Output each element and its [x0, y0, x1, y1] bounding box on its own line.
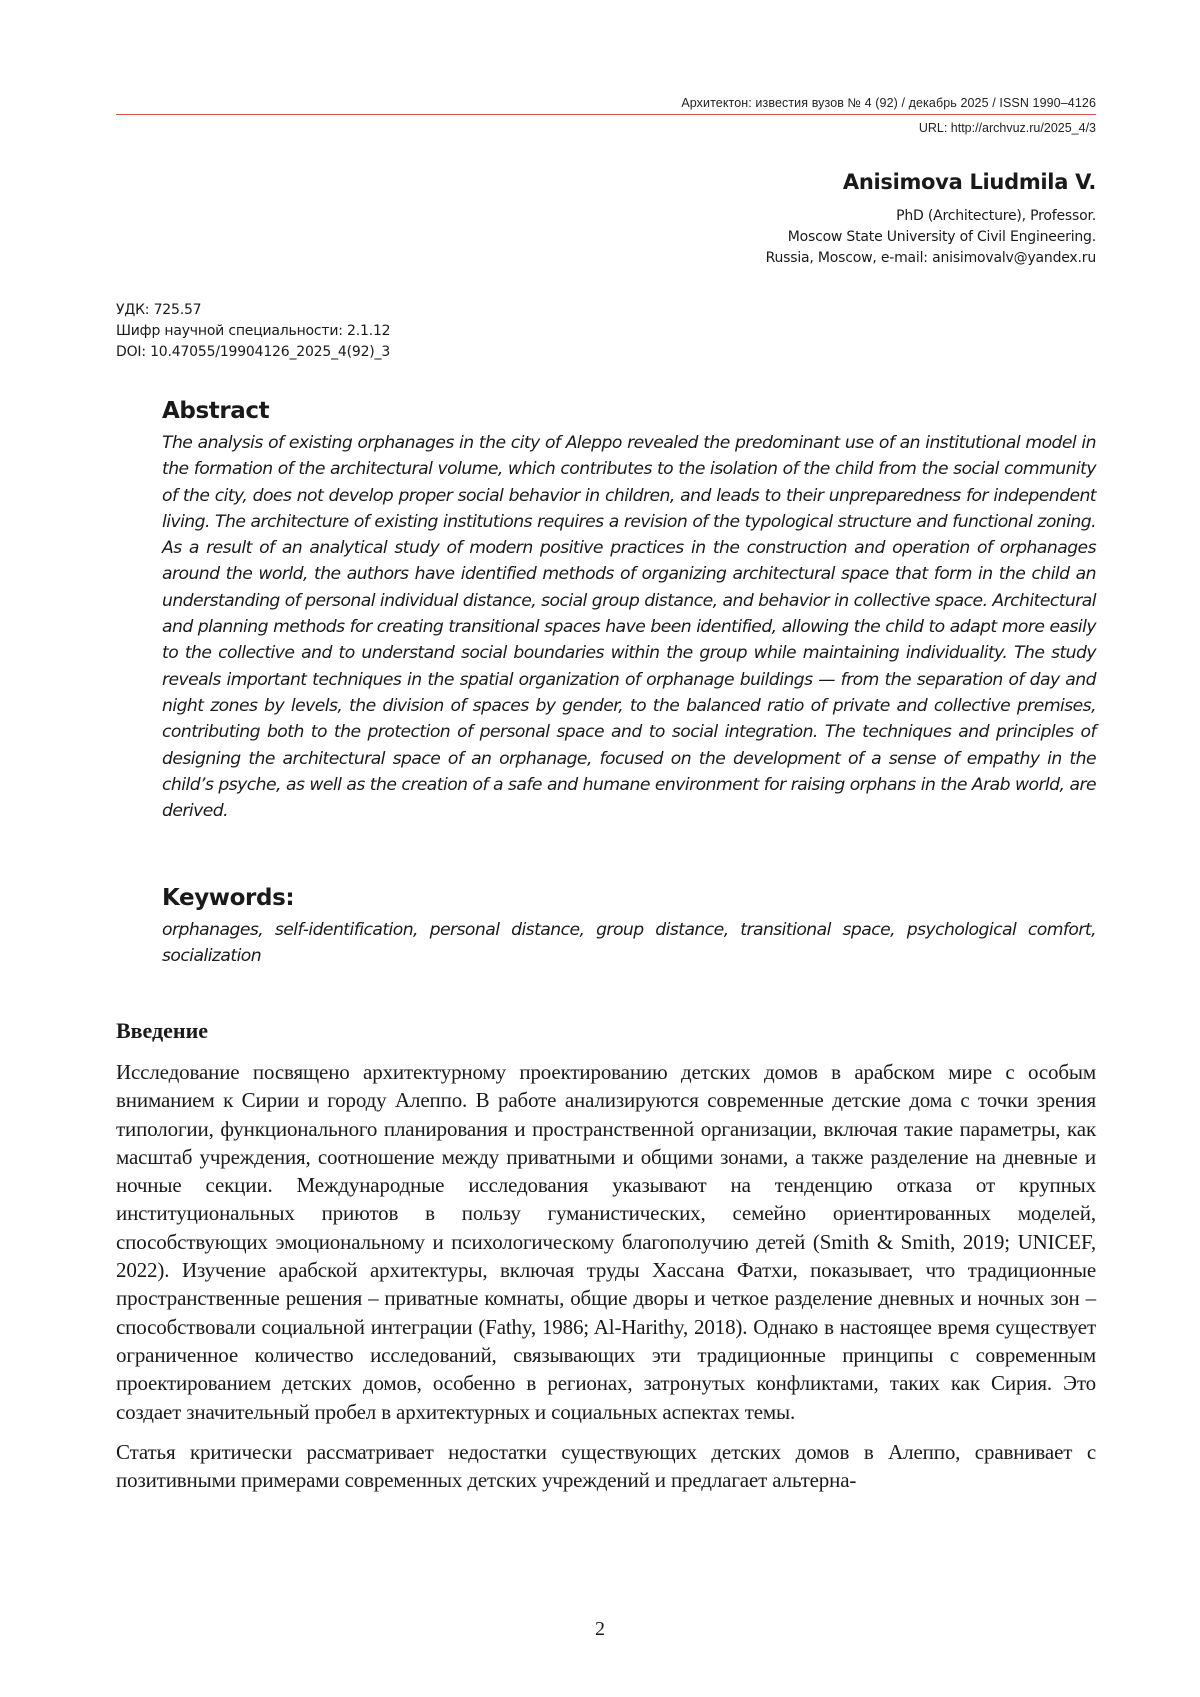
introduction-paragraph-1: Исследование посвящено архитектурному проектированию детских домов в арабском мире с особым вниманием к Сирии и городу Алеппо. В работе анализируются современные детские дома с точки зрения типологии, функционального планирования и пространственной организации, включая такие параметры, как масштаб учреждения, соотношение между приватными и общими зонами, а также разделение на дневные и ночные секции. Международные исследования указывают на тенденцию отказа от крупных институциональных приютов в пользу гуманистических, семейно ориентированных моделей, способствующих эмоциональному и психологическому благополучию детей (Smith & Smith, 2019; UNICEF, 2022). Изучение арабской архитектуры, включая труды Хассана Фатхи, показывает, что традиционные пространственные решения – приватные комнаты, общие дворы и четкое разделение дневных и ночных зон – способствовали социальной интеграции (Fathy, 1986; Al-Harithy, 2018). Однако в настоящее время существует ограниченное количество исследований, связывающих эти традиционные принципы с современным проектированием детских домов, особенно в регионах, затронутых конфликтами, таких как Сирия. Это создает значительный пробел в архитектурных и социальных аспектах темы.	[116, 1060, 1096, 1424]
udk-code: УДК: 725.57	[116, 302, 202, 318]
page-number: 2	[595, 1618, 605, 1640]
author-affiliation: Moscow State University of Civil Engineering.	[787, 229, 1096, 245]
abstract-text: The analysis of existing orphanages in the city of Aleppo revealed the predominant use of an institutional model in the formation of the architectural volume, which contributes to the isolation of the child from the social community of the city, does not develop proper social behavior in children, and leads to their unpreparedness for independent living. The architecture of existing institutions requires a revision of the typological structure and functional zoning. As a result of an analytical study of modern positive practices in the construction and operation of orphanages around the world, the authors have identified methods of organizing architectural space that form in the child an understanding of personal individual distance, social group distance, and behavior in collective space. Architectural and planning methods for creating transitional spaces have been identified, allowing the child to adapt more easily to the collective and to understand social boundaries within the group while maintaining individuality. The study reveals important techniques in the spatial organization of orphanage buildings — from the separation of day and night zones by levels, the division of spaces by gender, to the balanced ratio of private and collective premises, contributing both to the protection of personal space and to social integration. The techniques and principles of designing the architectural space of an orphanage, focused on the development of a sense of empathy in the child’s psyche, as well as the creation of a safe and humane environment for raising orphans in the Arab world, are derived.	[162, 433, 1096, 822]
doi: DOI: 10.47055/19904126_2025_4(92)_3	[116, 344, 391, 360]
introduction-section	[116, 1018, 1096, 1506]
abstract-heading: Abstract	[162, 398, 270, 424]
author-degree: PhD (Architecture), Professor.	[896, 208, 1096, 224]
keywords-heading: Keywords:	[162, 885, 295, 911]
specialty-code: Шифр научной специальности: 2.1.12	[116, 323, 391, 339]
header-divider	[116, 114, 1096, 115]
introduction-paragraph-2: Статья критически рассматривает недостатки существующих детских домов в Алеппо, сравнивает с позитивными примерами современных детских учреждений и предлагает альтерна-	[116, 1439, 1096, 1493]
journal-header: Архитектон: известия вузов № 4 (92) / декабрь 2025 / ISSN 1990–4126	[681, 96, 1096, 110]
introduction-heading: Введение	[116, 1018, 209, 1043]
abstract-section	[162, 398, 1096, 824]
article-url: URL: http://archvuz.ru/2025_4/3	[918, 121, 1096, 135]
author-name: Anisimova Liudmila V.	[842, 170, 1096, 194]
keywords-text: orphanages, self-identification, personal distance, group distance, transitional space, psychological comfort, socialization	[162, 920, 1096, 967]
article-metadata	[116, 300, 716, 363]
author-location-email: Russia, Moscow, e-mail: anisimovalv@yandex.ru	[765, 250, 1096, 266]
author-block	[600, 170, 1096, 269]
keywords-section	[162, 885, 1096, 970]
